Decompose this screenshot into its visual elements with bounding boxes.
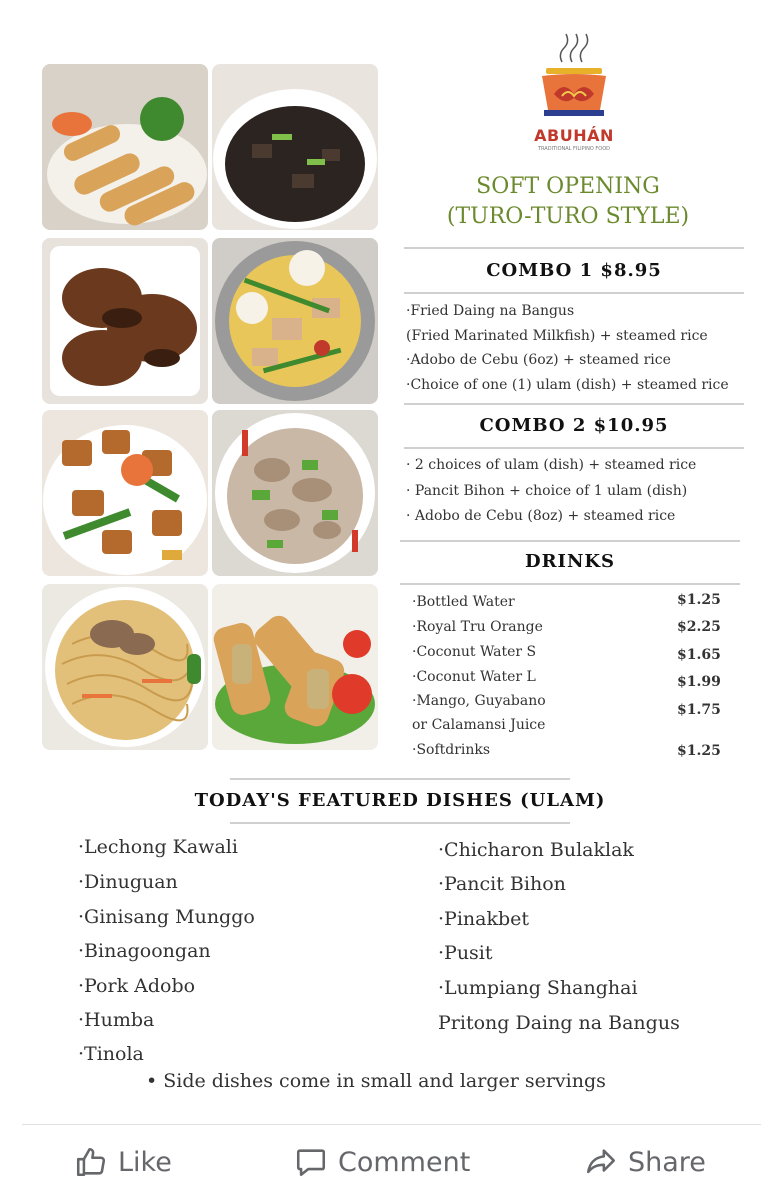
- combo1-item: ·Fried Daing na Bangus: [406, 303, 575, 319]
- drink-price: $1.99: [677, 674, 721, 690]
- photo-dinuguan: [212, 64, 378, 230]
- drink-price: $1.25: [677, 743, 721, 759]
- drink-item: ·Royal Tru Orange: [412, 619, 543, 635]
- drink-item: ·Coconut Water L: [412, 669, 536, 685]
- drink-item: ·Mango, Guyabano: [412, 693, 546, 709]
- featured-dish: ·Dinuguan: [78, 871, 178, 893]
- divider: [404, 403, 744, 405]
- featured-dish: Pritong Daing na Bangus: [438, 1012, 680, 1034]
- photo-lechon-kawali: [42, 410, 208, 576]
- comment-label: Comment: [338, 1146, 471, 1178]
- combo1-item: ·Adobo de Cebu (6oz) + steamed rice: [406, 352, 671, 368]
- drink-item: ·Coconut Water S: [412, 644, 537, 660]
- combo1-item: ·Choice of one (1) ulam (dish) + steamed rice: [406, 377, 729, 393]
- divider: [230, 778, 570, 780]
- combo2-title: COMBO 2 $10.95: [479, 415, 669, 436]
- logo-tagline: TRADITIONAL FILIPINO FOOD: [537, 146, 611, 152]
- featured-dish: ·Pinakbet: [438, 908, 530, 930]
- drink-item: ·Softdrinks: [412, 742, 491, 758]
- divider: [404, 447, 744, 449]
- photo-lumpia-sariwa: [212, 584, 378, 750]
- divider: [400, 583, 740, 585]
- combo2-item: · Adobo de Cebu (8oz) + steamed rice: [406, 508, 676, 524]
- thumbs-up-icon: [74, 1145, 108, 1179]
- drink-price: $1.75: [677, 702, 721, 718]
- combo1-title: COMBO 1 $8.95: [486, 260, 662, 281]
- combo1-item: (Fried Marinated Milkfish) + steamed rice: [406, 328, 708, 344]
- drink-item: or Calamansi Juice: [412, 717, 546, 733]
- headline-line1: SOFT OPENING: [476, 174, 660, 199]
- share-icon: [584, 1145, 618, 1179]
- drink-price: $1.25: [677, 592, 721, 608]
- like-label: Like: [118, 1146, 172, 1178]
- headline-line2: (TURO-TURO STYLE): [446, 204, 690, 229]
- drinks-title: DRINKS: [524, 551, 616, 572]
- featured-dish: ·Lechong Kawali: [78, 836, 238, 858]
- photo-sinigang: [212, 238, 378, 404]
- photo-pancit: [42, 584, 208, 750]
- featured-dish: ·Pusit: [438, 942, 493, 964]
- drink-price: $1.65: [677, 647, 721, 663]
- divider: [400, 540, 740, 542]
- featured-dish: ·Pancit Bihon: [438, 873, 566, 895]
- drink-item: ·Bottled Water: [412, 594, 515, 610]
- divider: [404, 247, 744, 249]
- drink-price: $2.25: [677, 619, 721, 635]
- comment-icon: [294, 1145, 328, 1179]
- featured-dish: ·Binagoongan: [78, 940, 211, 962]
- comment-button[interactable]: [294, 1145, 470, 1179]
- featured-dish: ·Tinola: [78, 1043, 144, 1065]
- servings-note: • Side dishes come in small and larger servings: [146, 1070, 606, 1092]
- like-button[interactable]: [74, 1145, 172, 1179]
- combo2-item: · 2 choices of ulam (dish) + steamed rice: [406, 457, 697, 473]
- featured-dish: ·Chicharon Bulaklak: [438, 839, 634, 861]
- divider: [404, 292, 744, 294]
- featured-dish: ·Ginisang Munggo: [78, 906, 255, 928]
- featured-dish: ·Lumpiang Shanghai: [438, 977, 638, 999]
- logo-name: ABUHÁN: [534, 126, 614, 145]
- featured-dish: ·Pork Adobo: [78, 975, 196, 997]
- photo-lumpia: [42, 64, 208, 230]
- divider: [230, 822, 570, 824]
- photo-adobo: [42, 238, 208, 404]
- featured-dish: ·Humba: [78, 1009, 155, 1031]
- post-action-bar: [22, 1124, 761, 1201]
- featured-title: TODAY'S FEATURED DISHES (ULAM): [194, 790, 606, 811]
- headline: [418, 172, 718, 232]
- photo-pork-ampalaya: [212, 410, 378, 576]
- share-button[interactable]: [584, 1145, 706, 1179]
- share-label: Share: [628, 1146, 706, 1178]
- combo2-item: · Pancit Bihon + choice of 1 ulam (dish): [406, 483, 688, 499]
